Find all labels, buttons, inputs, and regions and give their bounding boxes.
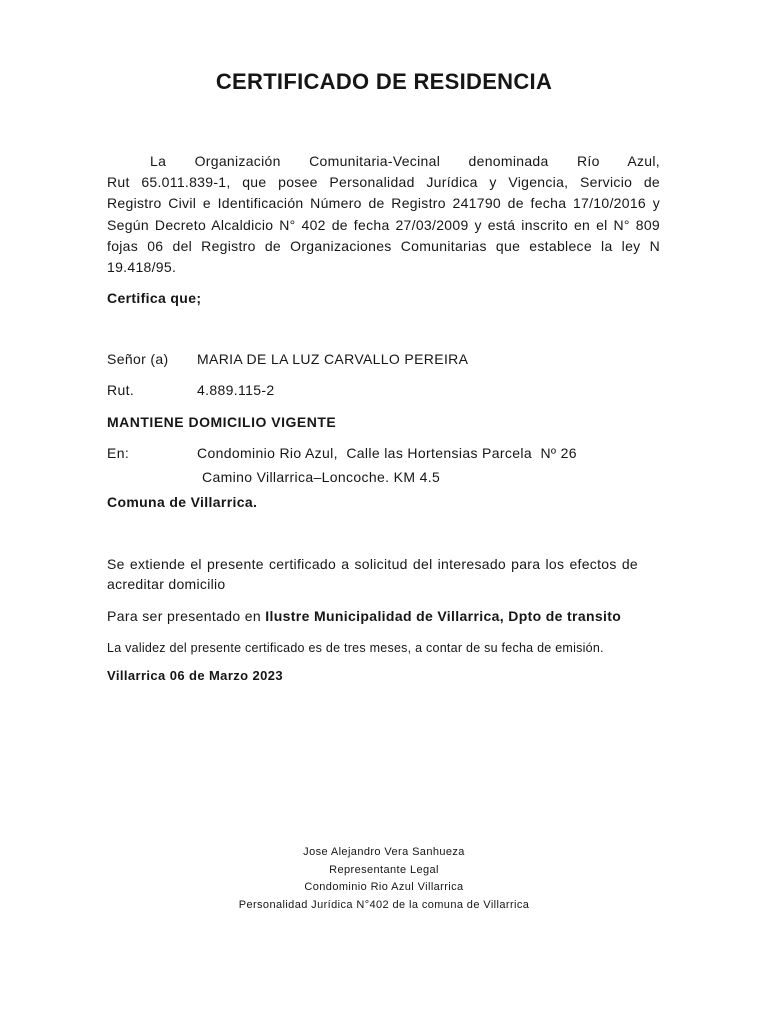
intro-line: fojas 06 del Registro de Organizaciones Comunitarias que establece la ley N bbox=[107, 237, 660, 254]
domicilio-heading: MANTIENE DOMICILIO VIGENTE bbox=[107, 414, 337, 430]
signatory-name: Jose Alejandro Vera Sanhueza bbox=[303, 846, 465, 858]
intro-line: Rut 65.011.839-1, que posee Personalidad Jurídica y Vigencia, Servicio de bbox=[107, 174, 660, 191]
certifica-label: Certifica que; bbox=[107, 290, 202, 306]
intro-line: La Organización Comunitaria-Vecinal denominada Río Azul, bbox=[150, 153, 660, 169]
rut-label: Rut. bbox=[107, 382, 135, 398]
address-label: En: bbox=[107, 445, 130, 461]
intro-line: Registro Civil e Identificación Número de Registro 241790 de fecha 17/10/2016 y bbox=[107, 195, 660, 212]
presentado-line bbox=[107, 606, 621, 627]
address-line-2: Camino Villarrica–Loncoche. KM 4.5 bbox=[202, 469, 441, 485]
signature-block bbox=[0, 844, 768, 915]
signatory-organization: Condominio Rio Azul Villarrica bbox=[304, 881, 464, 894]
place-date: Villarrica 06 de Marzo 2023 bbox=[107, 668, 284, 683]
senor-value: MARIA DE LA LUZ CARVALLO PEREIRA bbox=[197, 351, 469, 367]
rut-value: 4.889.115-2 bbox=[197, 382, 275, 398]
extiende-line: acreditar domicilio bbox=[107, 576, 226, 592]
signatory-legal-status: Personalidad Jurídica N°402 de la comuna de Villarrica bbox=[238, 899, 530, 912]
address-line-1: Condominio Rio Azul, Calle las Hortensias Parcela Nº 26 bbox=[197, 445, 577, 461]
extiende-paragraph bbox=[107, 554, 638, 594]
presentado-entity: Ilustre Municipalidad de Villarrica, Dpto de transito bbox=[265, 608, 622, 624]
intro-paragraph bbox=[107, 151, 660, 278]
comuna-label: Comuna de Villarrica. bbox=[107, 494, 258, 510]
presentado-prefix: Para ser presentado en bbox=[107, 608, 266, 624]
document-title: CERTIFICADO DE RESIDENCIA bbox=[215, 69, 553, 94]
extiende-line: Se extiende el presente certificado a solicitud del interesado para los efectos de bbox=[107, 556, 638, 572]
intro-line: Según Decreto Alcaldicio N° 402 de fecha 27/03/2009 y está inscrito en el N° 809 bbox=[107, 216, 660, 233]
validez-text: La validez del presente certificado es de tres meses, a contar de su fecha de emisión. bbox=[107, 641, 604, 655]
signatory-role: Representante Legal bbox=[329, 863, 439, 876]
senor-label: Señor (a) bbox=[107, 351, 169, 367]
intro-line: 19.418/95. bbox=[107, 259, 177, 276]
